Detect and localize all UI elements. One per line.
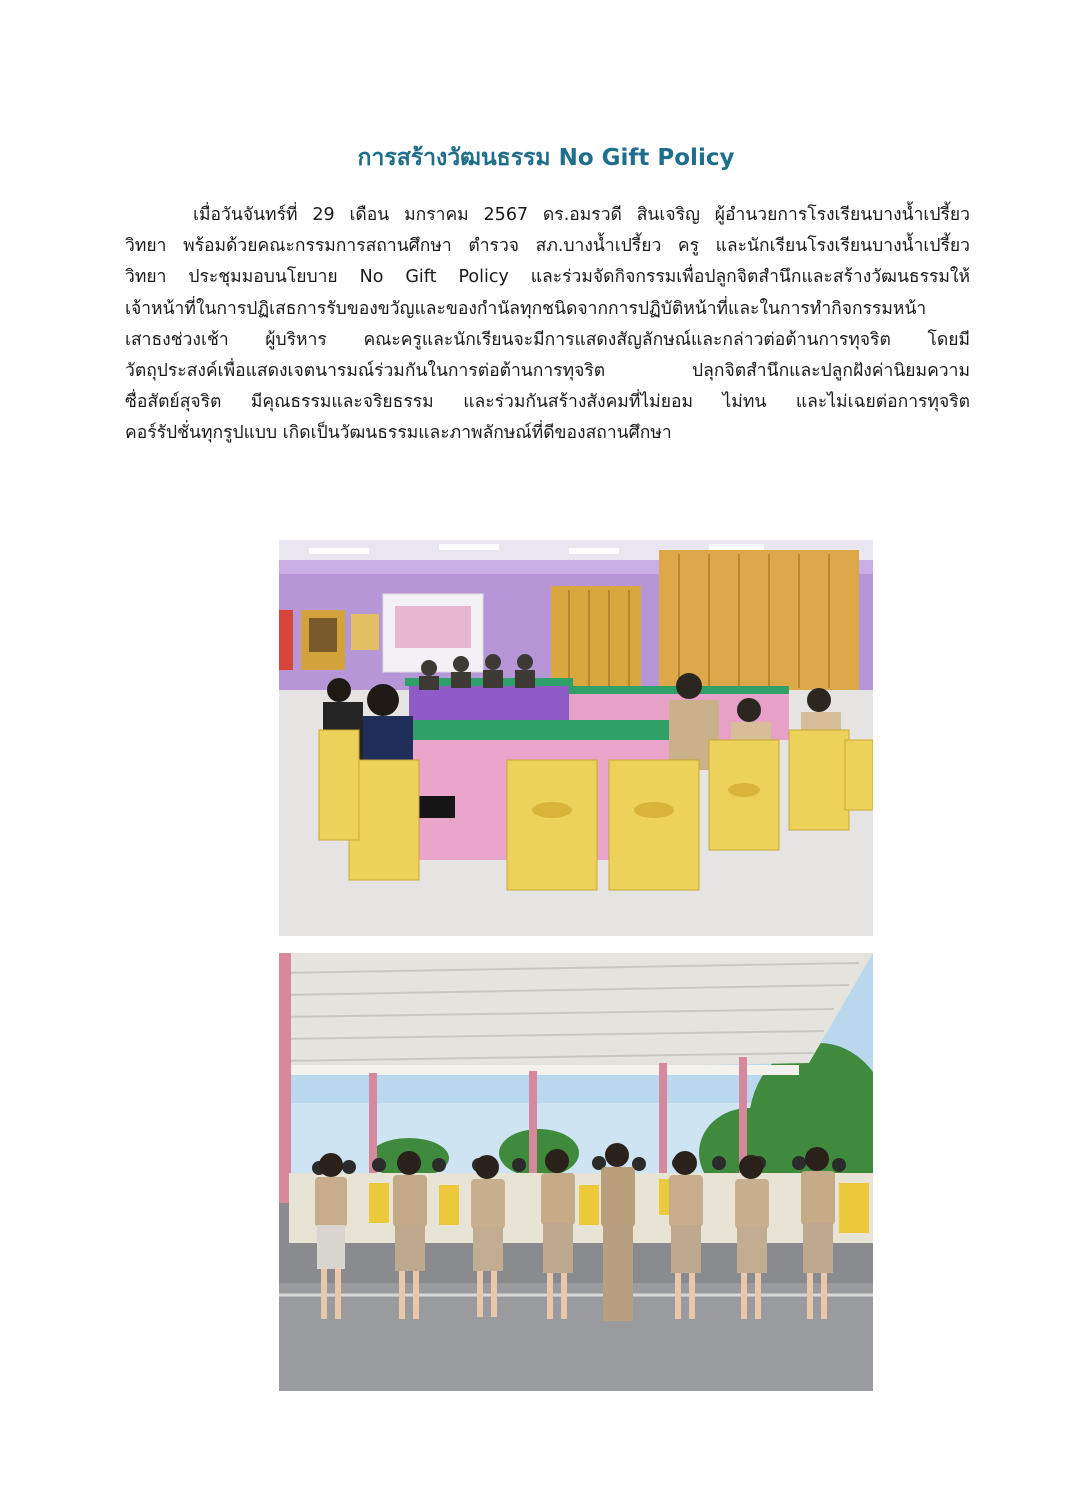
paragraph-line: เจ้าหน้าที่ในการปฏิเสธการรับของขวัญและของกำนัลทุกชนิดจากการปฏิบัติหน้าที่และในการทำกิจกรรมหน้า bbox=[125, 298, 927, 319]
page-title: การสร้างวัฒนธรรม No Gift Policy bbox=[357, 145, 735, 171]
meeting-photo-illustration bbox=[279, 540, 873, 936]
paragraph-line: วิทยา พร้อมด้วยคณะกรรมการสถานศึกษา ตำรวจ สภ.บางน้ำเปรี้ยว ครู และนักเรียนโรงเรียนบางน้ำเปรี้ยว bbox=[125, 236, 970, 257]
assembly-photo bbox=[279, 953, 873, 1391]
paragraph-line: เสาธงช่วงเช้า ผู้บริหาร คณะครูและนักเรียนจะมีการแสดงสัญลักษณ์และกล่าวต่อต้านการทุจริต โดยมี bbox=[125, 329, 970, 350]
paragraph-line: วิทยา ประชุมมอบนโยบาย No Gift Policy และร่วมจัดกิจกรรมเพื่อปลูกจิตสำนึกและสร้างวัฒนธรรมให้ bbox=[125, 267, 970, 288]
body-paragraph bbox=[125, 200, 970, 450]
assembly-photo-illustration bbox=[279, 953, 873, 1391]
paragraph-line: ซื่อสัตย์สุจริต มีคุณธรรมและจริยธรรม และร่วมกันสร้างสังคมที่ไม่ยอม ไม่ทน และไม่เฉยต่อการทุจริต bbox=[125, 392, 970, 413]
meeting-photo bbox=[279, 540, 873, 936]
paragraph-line: คอร์รัปชั่นทุกรูปแบบ เกิดเป็นวัฒนธรรมและภาพลักษณ์ที่ดีของสถานศึกษา bbox=[125, 423, 672, 444]
paragraph-line: วัตถุประสงค์เพื่อแสดงเจตนารมณ์ร่วมกันในการต่อต้านการทุจริต ปลุกจิตสำนึกและปลูกฝังค่านิยมความ bbox=[125, 361, 970, 382]
paragraph-line: เมื่อวันจันทร์ที่ 29 เดือน มกราคม 2567 ดร.อมรวดี สินเจริญ ผู้อำนวยการโรงเรียนบางน้ำเปรี้ยว bbox=[193, 205, 970, 225]
